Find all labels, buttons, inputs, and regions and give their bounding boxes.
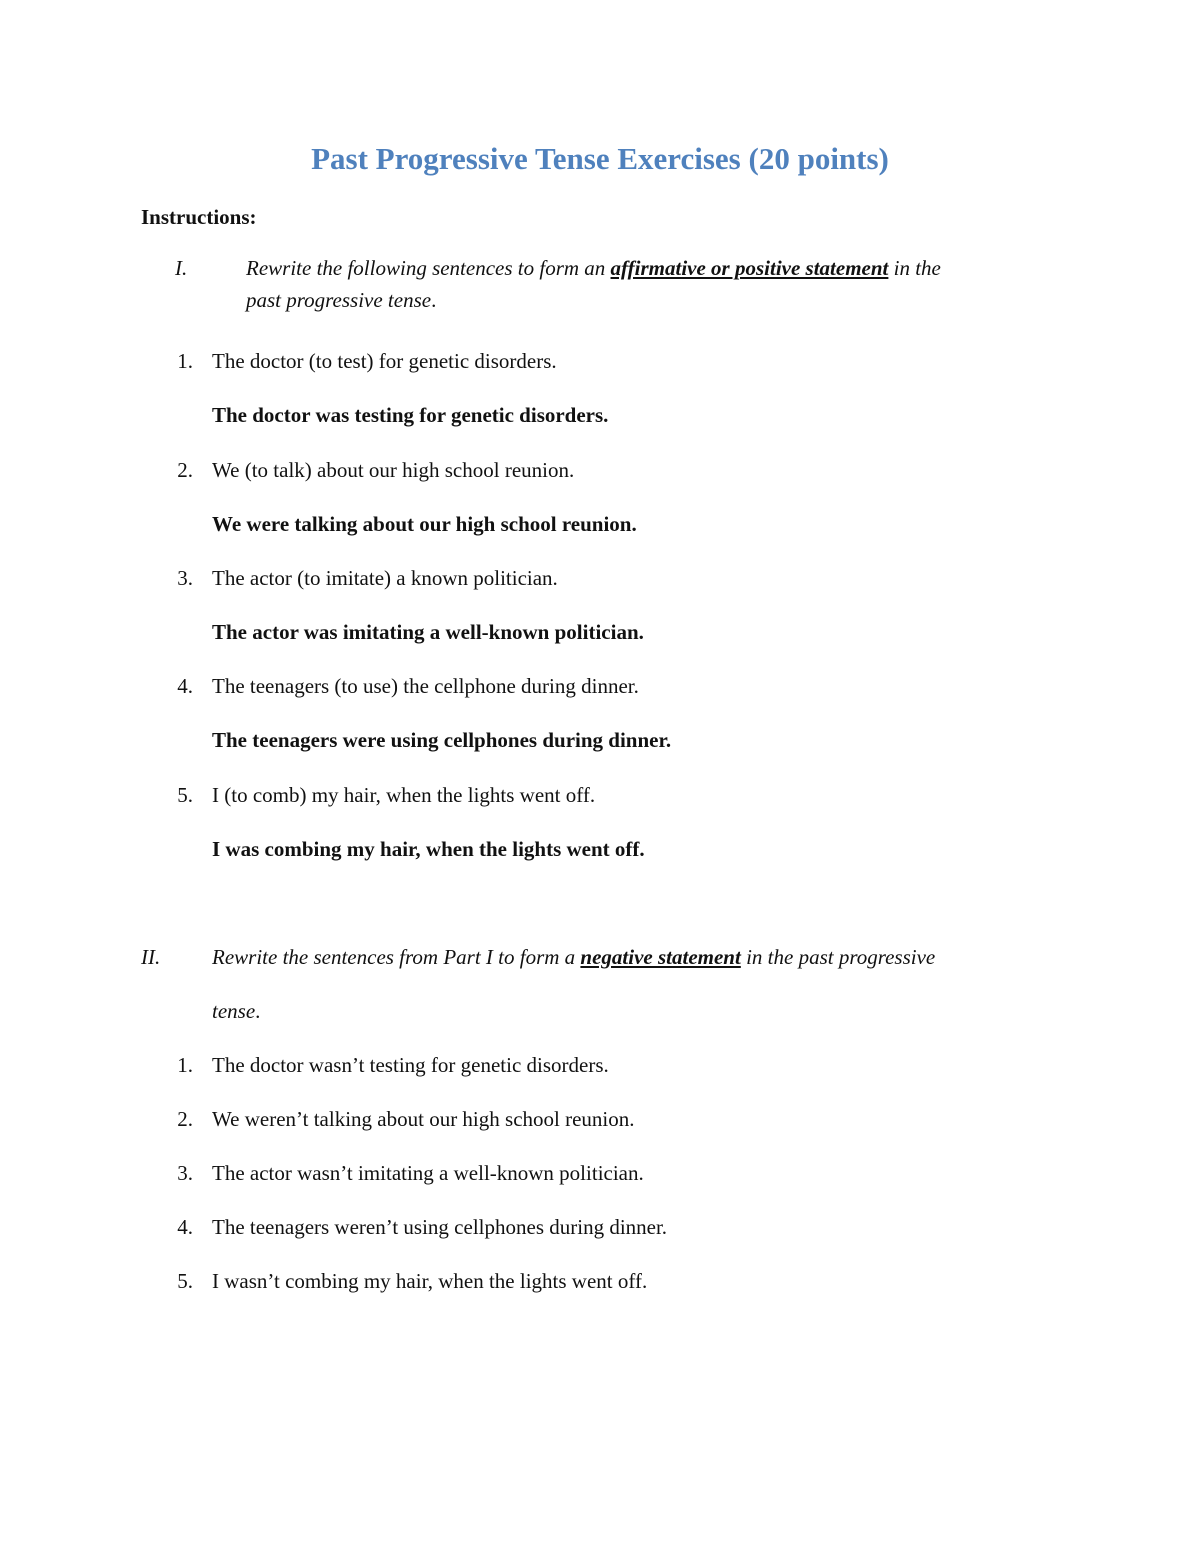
part2-sentence: We weren’t talking about our high school reunion. <box>212 1107 635 1131</box>
part1-item-number: 4. <box>177 674 193 698</box>
part1-instruction-line2-text: past progressive tense <box>246 288 432 312</box>
part1-numeral: I. <box>175 256 188 280</box>
part2-instruction <box>212 945 935 970</box>
part1-answer: The teenagers were using cellphones during dinner. <box>212 728 672 752</box>
part1-item-number: 5. <box>177 783 193 807</box>
part2-item-number: 5. <box>177 1269 193 1293</box>
part1-instruction-text: Rewrite the following sentences to form an <box>246 256 611 280</box>
part1-answer: I was combing my hair, when the lights went off. <box>212 837 645 861</box>
part2-item-number: 1. <box>177 1053 193 1077</box>
part2-numeral: II. <box>141 945 161 969</box>
part2-item-number: 2. <box>177 1107 193 1131</box>
part2-sentence: The teenagers weren’t using cellphones during dinner. <box>212 1215 668 1239</box>
part1-emphasis: affirmative or positive statement <box>610 256 889 280</box>
part1-item-number: 1. <box>177 349 193 373</box>
part1-answer: The doctor was testing for genetic disorders. <box>212 403 609 427</box>
part1-answer: We were talking about our high school reunion. <box>212 512 637 536</box>
part2-sentence: I wasn’t combing my hair, when the lights went off. <box>212 1269 648 1293</box>
part1-instruction-after: in the <box>888 256 941 280</box>
part2-instruction-end: . <box>255 999 261 1023</box>
part1-instruction <box>246 256 941 281</box>
part2-item-number: 3. <box>177 1161 193 1185</box>
part2-instruction-after: in the past progressive <box>740 945 936 969</box>
part1-item-number: 3. <box>177 566 193 590</box>
part1-instruction-end: . <box>431 288 437 312</box>
part2-sentence: The doctor wasn’t testing for genetic disorders. <box>212 1053 609 1077</box>
part1-question: The teenagers (to use) the cellphone during dinner. <box>212 674 639 698</box>
part1-question: I (to comb) my hair, when the lights went off. <box>212 783 596 807</box>
part1-question: The actor (to imitate) a known politician. <box>212 566 558 590</box>
part2-instruction-text: Rewrite the sentences from Part I to form a <box>212 945 581 969</box>
part2-item-number: 4. <box>177 1215 193 1239</box>
part1-answer: The actor was imitating a well-known politician. <box>212 620 644 644</box>
part1-question: We (to talk) about our high school reunion. <box>212 458 575 482</box>
part1-instruction-line2 <box>246 288 436 313</box>
part2-instruction-line2-text: tense <box>212 999 256 1023</box>
page-title: Past Progressive Tense Exercises (20 points) <box>311 141 889 176</box>
part1-item-number: 2. <box>177 458 193 482</box>
instructions-label: Instructions: <box>141 205 257 229</box>
part1-question: The doctor (to test) for genetic disorders. <box>212 349 557 373</box>
part2-sentence: The actor wasn’t imitating a well-known politician. <box>212 1161 644 1185</box>
part2-emphasis: negative statement <box>580 945 741 969</box>
part2-instruction-line2 <box>212 999 260 1024</box>
